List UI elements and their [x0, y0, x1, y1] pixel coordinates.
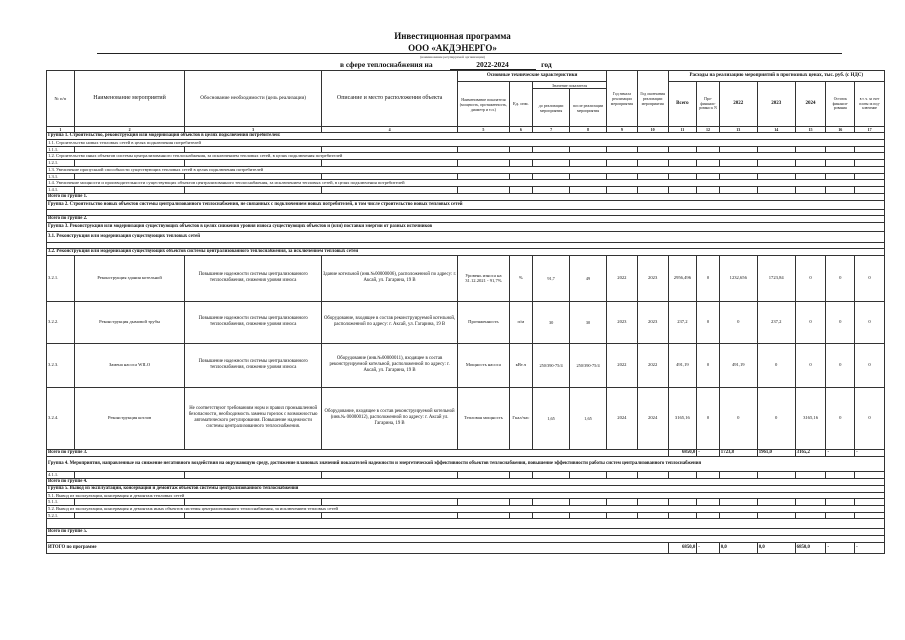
cell-repay: 0: [855, 255, 885, 301]
cell-name: Реконструкция дымовой трубы: [74, 301, 185, 343]
cell-unit: %: [509, 255, 533, 301]
g3-2022: 1723,8: [719, 449, 757, 456]
subgroup-5-1: 5.1. Вывод из эксплуатации, консервация и демонтаж тепловых сетей: [47, 492, 885, 499]
col-expenses: Расходы на реализацию мероприятий в прогнозных ценах, тыс. руб. (с НДС): [668, 71, 884, 82]
cell-year-end: 2023: [637, 301, 668, 343]
grand-financed: -: [697, 543, 720, 554]
cell-y2024: 0: [795, 255, 826, 301]
cell-no: 3.2.1.: [47, 255, 75, 301]
col-tech: Основные технические характеристики: [458, 71, 607, 82]
subgroup-1-3: 1.3. Увеличение пропускной способности существующих тепловых сетей в целях подключения потребителей: [47, 166, 885, 173]
row-1-4-1: 1.4.1.: [47, 187, 885, 194]
cell-y2023: 0: [757, 387, 795, 449]
cell-year-end: 2022: [637, 343, 668, 387]
col-indicator-value: Значение показателя: [533, 82, 607, 89]
cell-rest: 0: [826, 255, 855, 301]
g3-financed: -: [697, 449, 720, 456]
cell-no: 3.2.2.: [47, 301, 75, 343]
col-rest: Остаток финанси-рования: [826, 82, 855, 127]
cell-repay: 0: [855, 301, 885, 343]
table-row: [47, 387, 885, 449]
column-number: 6: [509, 127, 533, 133]
col-financed: Про-финанси-ровано к N: [697, 82, 720, 127]
g3-2023: 1961,0: [757, 449, 795, 456]
cell-unit: кВт.ч: [509, 343, 533, 387]
row-1-3-1: 1.3.1.: [47, 173, 885, 180]
column-number: 7: [533, 127, 570, 133]
group-2: Группа 2. Строительство новых объектов системы централизованного теплоснабжения, не связанных с подключением новых потребителей, в том числе строительство новых тепловых сетей: [47, 200, 885, 209]
group-3-total: Всего по группе 3.: [47, 449, 669, 456]
cell-financed: 0: [697, 387, 720, 449]
subgroup-3-2: 3.2. Реконструкция или модернизация существующих объектов системы централизованного теплоснабжения, за исключением тепловых сетей: [47, 248, 885, 255]
row-1-1-1: 1.1.1.: [47, 146, 885, 153]
g3-total: 6850,0: [668, 449, 697, 456]
row-4-1-1: 4.1.1.: [47, 471, 885, 478]
cell-rest: 0: [826, 343, 855, 387]
column-number: 3: [185, 127, 321, 133]
sphere-line: [340, 60, 552, 70]
col-total: Всего: [668, 82, 697, 127]
cell-year-start: 2024: [607, 387, 638, 449]
cell-unit: Гкал/час: [509, 387, 533, 449]
col-description: Описание и место расположения объекта: [321, 71, 457, 127]
cell-year-end: 2024: [637, 387, 668, 449]
grand-2023: 0,0: [757, 543, 795, 554]
cell-y2023: 237,2: [757, 301, 795, 343]
cell-name: Реконструкция здания котельной: [74, 255, 185, 301]
cell-financed: 0: [697, 255, 720, 301]
cell-rest: 0: [826, 387, 855, 449]
cell-after: 1,65: [570, 387, 607, 449]
grand-total-row: [47, 543, 885, 554]
column-number: 16: [826, 127, 855, 133]
cell-repay: 0: [855, 387, 885, 449]
column-number: 15: [795, 127, 826, 133]
col-2022: 2022: [719, 82, 757, 127]
cell-tech-name: Протяженность: [458, 301, 509, 343]
grand-2022: 0,0: [719, 543, 757, 554]
cell-repay: 0: [855, 343, 885, 387]
table-row: [47, 255, 885, 301]
cell-before: 250/390-75/4: [533, 343, 570, 387]
grand-rest: -: [826, 543, 855, 554]
cell-after: 250/390-75/4: [570, 343, 607, 387]
group-4: Группа 4. Мероприятия, направленные на снижение негативного воздействия на окружающую среду, достижение плановых значений показателей надежности и энергетической эффективности объектов теплоснабжения, повышение эффективности работы систем централизованного теплоснабжения: [47, 456, 885, 471]
column-number: 9: [607, 127, 638, 133]
cell-description: Здание котельной (инв.№00000006), расположенной по адресу: г. Аксай, ул. Гагарина, 19 В: [321, 255, 457, 301]
col-year-end: Год окончания реализации мероприятия: [637, 71, 668, 127]
group-1: Группа 1. Строительство, реконструкция или модернизация объектов в целях подключения потребителей:: [47, 133, 885, 140]
col-unit: Ед. изм.: [509, 82, 533, 127]
column-number: 11: [668, 127, 697, 133]
cell-year-start: 2022: [607, 343, 638, 387]
col-2024: 2024: [795, 82, 826, 127]
cell-total: 237,2: [668, 301, 697, 343]
cell-financed: 0: [697, 301, 720, 343]
group-4-total: Всего по группе 4.: [47, 478, 885, 485]
cell-financed: 0: [697, 343, 720, 387]
g3-rest: -: [826, 449, 855, 456]
cell-name: Замена насоса WILO: [74, 343, 185, 387]
cell-total: 2956,496: [668, 255, 697, 301]
doc-title: Инвестиционная программа: [394, 31, 511, 41]
col-year-start: Год начала реализации мероприятия: [607, 71, 638, 127]
subgroup-5-2: 5.2. Вывод из эксплуатации, консервация и демонтаж иных объектов системы централизованного теплоснабжения, за исключением тепловых сетей: [47, 505, 885, 512]
g3-repay: -: [855, 449, 885, 456]
cell-description: Оборудование, входящее в состав реконструируемой котельной (инв.№ 00000012), расположенной по адресу: г. Аксай ул. Гагарина, 19 В: [321, 387, 457, 449]
column-number: 8: [570, 127, 607, 133]
group-3: Группа 3. Реконструкция или модернизация существующих объектов в целях снижения уровня износа существующих объектов и (или) поставки энергии от разных источников: [47, 222, 885, 231]
col-name: Наименование мероприятий: [74, 71, 185, 127]
subgroup-1-1: 1.1. Строительство новых тепловых сетей в целях подключения потребителей: [47, 139, 885, 146]
column-number: 17: [855, 127, 885, 133]
period: 2022-2024: [450, 60, 536, 70]
cell-tech-name: Тепловая мощность: [458, 387, 509, 449]
cell-rest: 0: [826, 301, 855, 343]
cell-y2022: 0: [719, 301, 757, 343]
g3-2024: 3165,2: [795, 449, 826, 456]
cell-no: 3.2.4.: [47, 387, 75, 449]
group-3-total-row: [47, 449, 885, 456]
subgroup-3-1: 3.1. Реконструкция или модернизация существующих тепловых сетей: [47, 231, 885, 242]
col-before: до реализации мероприятия: [533, 89, 570, 127]
row-1-2-1: 1.2.1.: [47, 160, 885, 167]
cell-justification: Повышение надежности системы централизованного теплоснабжения, снижение уровня износа: [185, 301, 321, 343]
cell-y2024: 0: [795, 301, 826, 343]
cell-before: 1,65: [533, 387, 570, 449]
col-incl-repay: в т. ч. за счет платы за под-ключение: [855, 82, 885, 127]
table-row: [47, 301, 885, 343]
cell-year-end: 2023: [637, 255, 668, 301]
column-number: 12: [697, 127, 720, 133]
cell-total: 491,19: [668, 343, 697, 387]
cell-y2022: 491,19: [719, 343, 757, 387]
subgroup-1-4: 1.4. Увеличение мощности и производительности существующих объектов централизованного теплоснабжения, за исключением тепловых сетей, в целях подключения потребителей: [47, 180, 885, 187]
cell-before: 91,7: [533, 255, 570, 301]
cell-before: 30: [533, 301, 570, 343]
cell-after: 49: [570, 255, 607, 301]
group-1-total: Всего по группе 1.: [47, 193, 885, 200]
group-5: Группа 5. Вывод из эксплуатации, консервация и демонтаж объектов системы централизованного теплоснабжения: [47, 485, 885, 492]
cell-year-start: 2023: [607, 301, 638, 343]
cell-tech-name: Мощность насоса: [458, 343, 509, 387]
cell-y2022: 0: [719, 387, 757, 449]
year-suffix: год: [541, 60, 552, 69]
column-number: 5: [458, 127, 509, 133]
column-number: 2: [74, 127, 185, 133]
cell-y2024: 3165,16: [795, 387, 826, 449]
col-no: № п/п: [47, 71, 75, 127]
cell-description: Оборудование, входящее в состав реконструируемой котельной, расположенной по адресу: г. Аксай, ул. Гагарина, 19 В: [321, 301, 457, 343]
col-after: после реализации мероприятия: [570, 89, 607, 127]
cell-year-start: 2022: [607, 255, 638, 301]
col-2023: 2023: [757, 82, 795, 127]
cell-after: 30: [570, 301, 607, 343]
col-tech-name: Наименование показателя (мощность, протяженность, диаметр и т.п.): [458, 82, 509, 127]
grand-2024: 6850,0: [795, 543, 826, 554]
column-number: 1: [47, 127, 75, 133]
cell-y2023: 1723,84: [757, 255, 795, 301]
subgroup-1-2: 1.2. Строительство иных объектов системы централизованного теплоснабжения, за исключением тепловых сетей, в целях подключения потребителей: [47, 153, 885, 160]
cell-description: Оборудование (инв.№00000011), входящее в состав реконструируемой котельной, расположенной по адресу: г. Аксай, ул. Гагарина, 19 В: [321, 343, 457, 387]
column-number: 4: [321, 127, 457, 133]
col-justification: Обоснование необходимости (цель реализации): [185, 71, 321, 127]
column-number: 13: [719, 127, 757, 133]
table-row: [47, 343, 885, 387]
cell-y2023: 0: [757, 343, 795, 387]
cell-y2022: 1232,656: [719, 255, 757, 301]
cell-tech-name: Уровень износа на 31.12.2021 - 91,7%: [458, 255, 509, 301]
cell-justification: Повышение надежности системы централизованного теплоснабжения, снижение уровня износа: [185, 343, 321, 387]
cell-total: 3165,16: [668, 387, 697, 449]
company-name: ООО «АКДЭНЕРГО»: [408, 43, 497, 53]
row-5-1-1: 5.1.1.: [47, 499, 885, 506]
cell-y2024: 0: [795, 343, 826, 387]
cell-justification: Повышение надежности системы централизованного теплоснабжения, снижения уровня износа: [185, 255, 321, 301]
column-number: 10: [637, 127, 668, 133]
company-caption: (наименование регулируемой организации): [420, 55, 485, 59]
cell-justification: Не соответствуют требованиям норм и правил промышленной безопасности, необходимость замены горелок с возможностью автоматического регулирования. Повышение надежности системы централизованного теплоснабжения.: [185, 387, 321, 449]
grand-total-label: ИТОГО по программе: [47, 543, 669, 554]
cell-unit: п/м: [509, 301, 533, 343]
cell-no: 3.2.3.: [47, 343, 75, 387]
cell-name: Реконструкция котлов: [74, 387, 185, 449]
column-number: 14: [757, 127, 795, 133]
group-2-total: Всего по группе 2.: [47, 215, 885, 222]
sphere-prefix: в сфере теплоснабжения на: [340, 60, 433, 69]
row-5-2-1: 5.2.1.: [47, 512, 885, 519]
company-underline: [97, 53, 842, 54]
grand-repay: -: [855, 543, 885, 554]
investment-table: [46, 70, 885, 554]
grand-total: 6850,0: [668, 543, 697, 554]
group-5-total: Всего по группе 5.: [47, 529, 885, 536]
